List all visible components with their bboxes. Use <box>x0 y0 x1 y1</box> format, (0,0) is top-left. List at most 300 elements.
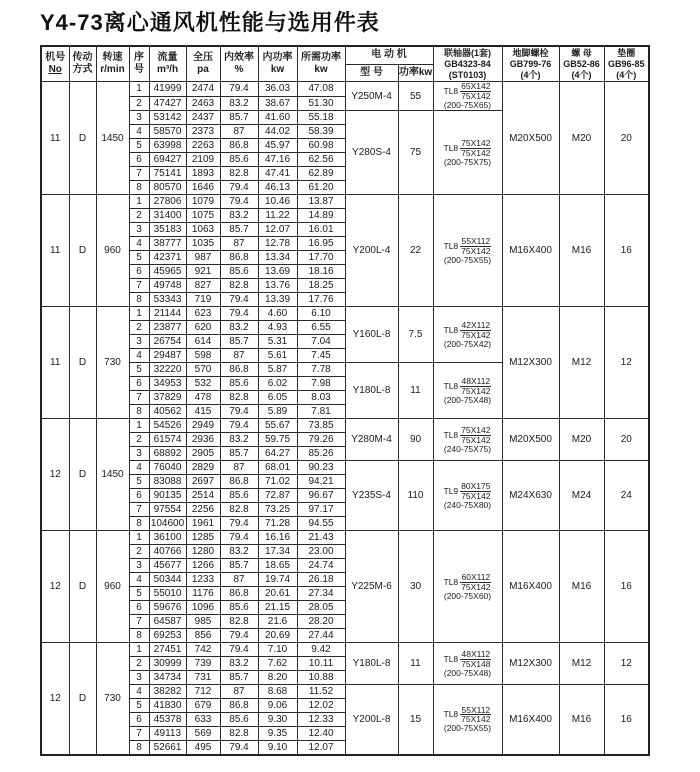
cell-efficiency: 79.4 <box>220 531 258 545</box>
cell-required-power: 17.76 <box>297 293 345 307</box>
cell-pressure: 742 <box>186 643 220 657</box>
cell-required-power: 16.01 <box>297 223 345 237</box>
cell-motor-power: 11 <box>398 643 433 685</box>
cell-flow: 31400 <box>149 209 186 223</box>
cell-efficiency: 83.2 <box>220 657 258 671</box>
cell-efficiency: 85.7 <box>220 447 258 461</box>
cell-pressure: 712 <box>186 685 220 699</box>
cell-flow: 69253 <box>149 629 186 643</box>
cell-pressure: 2463 <box>186 96 220 110</box>
cell-nut: M12 <box>559 643 604 685</box>
cell-flow: 53142 <box>149 111 186 125</box>
cell-seq: 4 <box>129 573 149 587</box>
cell-seq: 6 <box>129 489 149 503</box>
coupling-note: (200-75X42) <box>443 338 492 349</box>
cell-anchor-bolt: M16X400 <box>502 685 559 755</box>
cell-speed: 1450 <box>96 82 129 195</box>
cell-flow: 40766 <box>149 545 186 559</box>
coupling-fraction: TL8 $\frac{75X142}{75X142}$ <box>443 424 491 445</box>
cell-motor-model: Y180L-8 <box>345 363 398 419</box>
cell-pressure: 2514 <box>186 489 220 503</box>
cell-required-power: 28.20 <box>297 615 345 629</box>
table-row <box>41 643 649 657</box>
cell-flow: 27806 <box>149 195 186 209</box>
cell-efficiency: 85.6 <box>220 265 258 279</box>
cell-internal-power: 59.75 <box>258 433 297 447</box>
cell-internal-power: 41.60 <box>258 111 297 125</box>
cell-efficiency: 79.4 <box>220 629 258 643</box>
cell-flow: 38282 <box>149 685 186 699</box>
cell-seq: 6 <box>129 713 149 727</box>
cell-efficiency: 86.8 <box>220 363 258 377</box>
cell-required-power: 10.11 <box>297 657 345 671</box>
cell-pressure: 2936 <box>186 433 220 447</box>
cell-internal-power: 12.78 <box>258 237 297 251</box>
cell-pressure: 2256 <box>186 503 220 517</box>
cell-seq: 8 <box>129 629 149 643</box>
cell-efficiency: 85.6 <box>220 713 258 727</box>
cell-speed: 1450 <box>96 419 129 531</box>
cell-efficiency: 79.4 <box>220 643 258 657</box>
cell-speed: 730 <box>96 643 129 755</box>
cell-washer: 20 <box>604 419 649 461</box>
cell-pressure: 985 <box>186 615 220 629</box>
cell-internal-power: 7.62 <box>258 657 297 671</box>
cell-flow: 29487 <box>149 349 186 363</box>
cell-flow: 45677 <box>149 559 186 573</box>
cell-internal-power: 45.97 <box>258 139 297 153</box>
header-machine-no: 机号 No <box>41 46 69 82</box>
cell-pressure: 1266 <box>186 559 220 573</box>
cell-seq: 6 <box>129 377 149 391</box>
cell-flow: 34734 <box>149 671 186 685</box>
cell-pressure: 532 <box>186 377 220 391</box>
cell-washer: 20 <box>604 82 649 195</box>
header-motor-model: 型 号 <box>345 64 398 82</box>
cell-washer: 16 <box>604 195 649 307</box>
header-motor-group: 电 动 机 <box>345 46 433 64</box>
cell-pressure: 633 <box>186 713 220 727</box>
cell-pressure: 2263 <box>186 139 220 153</box>
cell-efficiency: 87 <box>220 237 258 251</box>
cell-nut: M16 <box>559 685 604 755</box>
cell-seq: 2 <box>129 321 149 335</box>
cell-required-power: 60.98 <box>297 139 345 153</box>
cell-motor-power: 90 <box>398 419 433 461</box>
cell-internal-power: 13.39 <box>258 293 297 307</box>
table-row <box>41 461 649 475</box>
cell-pressure: 679 <box>186 699 220 713</box>
table-row <box>41 531 649 545</box>
cell-efficiency: 85.7 <box>220 335 258 349</box>
cell-flow: 61574 <box>149 433 186 447</box>
cell-anchor-bolt: M12X300 <box>502 307 559 419</box>
cell-efficiency: 82.8 <box>220 503 258 517</box>
cell-flow: 23877 <box>149 321 186 335</box>
cell-internal-power: 7.10 <box>258 643 297 657</box>
coupling-note: (200-75X75) <box>443 156 492 167</box>
cell-pressure: 856 <box>186 629 220 643</box>
cell-internal-power: 55.67 <box>258 419 297 433</box>
cell-pressure: 2373 <box>186 125 220 139</box>
cell-flow: 21144 <box>149 307 186 321</box>
cell-motor-power: 30 <box>398 531 433 643</box>
cell-drive: D <box>69 307 96 419</box>
cell-required-power: 17.70 <box>297 251 345 265</box>
coupling-fraction: TL8 $\frac{75X142}{75X142}$ <box>443 137 491 158</box>
cell-nut: M16 <box>559 531 604 643</box>
cell-flow: 55010 <box>149 587 186 601</box>
cell-flow: 80570 <box>149 181 186 195</box>
cell-internal-power: 17.34 <box>258 545 297 559</box>
cell-required-power: 18.16 <box>297 265 345 279</box>
cell-pressure: 1035 <box>186 237 220 251</box>
cell-nut: M12 <box>559 307 604 419</box>
cell-anchor-bolt: M20X500 <box>502 82 559 195</box>
cell-anchor-bolt: M16X400 <box>502 195 559 307</box>
cell-nut: M24 <box>559 461 604 531</box>
cell-pressure: 2905 <box>186 447 220 461</box>
cell-seq: 4 <box>129 461 149 475</box>
cell-internal-power: 21.15 <box>258 601 297 615</box>
cell-internal-power: 5.89 <box>258 405 297 419</box>
cell-efficiency: 79.4 <box>220 82 258 96</box>
cell-required-power: 61.20 <box>297 181 345 195</box>
cell-efficiency: 85.6 <box>220 153 258 167</box>
cell-flow: 54526 <box>149 419 186 433</box>
header-coupling: 联轴器(1套) GB4323-84 (ST0103) <box>433 46 502 82</box>
cell-drive: D <box>69 195 96 307</box>
cell-efficiency: 86.8 <box>220 587 258 601</box>
cell-seq: 2 <box>129 209 149 223</box>
cell-required-power: 21.43 <box>297 531 345 545</box>
cell-efficiency: 79.4 <box>220 517 258 531</box>
cell-seq: 1 <box>129 195 149 209</box>
cell-required-power: 27.34 <box>297 587 345 601</box>
cell-efficiency: 87 <box>220 573 258 587</box>
cell-nut: M20 <box>559 419 604 461</box>
cell-flow: 69427 <box>149 153 186 167</box>
cell-required-power: 96.67 <box>297 489 345 503</box>
cell-seq: 4 <box>129 685 149 699</box>
cell-seq: 7 <box>129 615 149 629</box>
cell-internal-power: 13.34 <box>258 251 297 265</box>
cell-coupling <box>433 643 502 685</box>
cell-washer: 16 <box>604 685 649 755</box>
cell-flow: 47427 <box>149 96 186 110</box>
cell-efficiency: 87 <box>220 125 258 139</box>
cell-internal-power: 38.67 <box>258 96 297 110</box>
cell-efficiency: 85.7 <box>220 671 258 685</box>
cell-pressure: 1280 <box>186 545 220 559</box>
cell-flow: 52661 <box>149 741 186 755</box>
cell-pressure: 719 <box>186 293 220 307</box>
cell-efficiency: 86.8 <box>220 139 258 153</box>
page-title: Y4-73离心通风机性能与选用件表 <box>40 10 380 35</box>
cell-flow: 97554 <box>149 503 186 517</box>
cell-pressure: 2829 <box>186 461 220 475</box>
cell-pressure: 1063 <box>186 223 220 237</box>
cell-required-power: 85.26 <box>297 447 345 461</box>
cell-internal-power: 20.61 <box>258 587 297 601</box>
cell-seq: 1 <box>129 307 149 321</box>
cell-washer: 12 <box>604 307 649 419</box>
cell-coupling <box>433 82 502 111</box>
cell-required-power: 12.07 <box>297 741 345 755</box>
cell-seq: 4 <box>129 237 149 251</box>
cell-coupling <box>433 363 502 419</box>
header-required-power: 所需功率 kw <box>297 46 345 82</box>
fan-performance-table <box>40 45 650 756</box>
cell-seq: 7 <box>129 503 149 517</box>
cell-pressure: 598 <box>186 349 220 363</box>
cell-motor-model: Y225M-6 <box>345 531 398 643</box>
cell-flow: 59676 <box>149 601 186 615</box>
cell-internal-power: 4.93 <box>258 321 297 335</box>
cell-coupling <box>433 531 502 643</box>
cell-flow: 42371 <box>149 251 186 265</box>
cell-drive: D <box>69 82 96 195</box>
cell-efficiency: 86.8 <box>220 251 258 265</box>
cell-pressure: 495 <box>186 741 220 755</box>
cell-required-power: 73.85 <box>297 419 345 433</box>
cell-motor-model: Y200L-8 <box>345 685 398 755</box>
header-drive: 传动 方式 <box>69 46 96 82</box>
cell-seq: 7 <box>129 279 149 293</box>
header-speed: 转速 r/min <box>96 46 129 82</box>
coupling-note: (200-75X55) <box>443 723 492 734</box>
cell-seq: 6 <box>129 153 149 167</box>
cell-efficiency: 87 <box>220 685 258 699</box>
cell-internal-power: 16.16 <box>258 531 297 545</box>
cell-machine-no: 12 <box>41 531 69 643</box>
cell-coupling <box>433 195 502 307</box>
cell-internal-power: 5.31 <box>258 335 297 349</box>
cell-required-power: 51.30 <box>297 96 345 110</box>
cell-pressure: 2474 <box>186 82 220 96</box>
cell-flow: 49748 <box>149 279 186 293</box>
cell-pressure: 1893 <box>186 167 220 181</box>
coupling-note: (200-75X65) <box>443 100 492 111</box>
cell-required-power: 79.26 <box>297 433 345 447</box>
cell-coupling <box>433 307 502 363</box>
cell-flow: 41999 <box>149 82 186 96</box>
cell-motor-model: Y235S-4 <box>345 461 398 531</box>
cell-flow: 37829 <box>149 391 186 405</box>
cell-required-power: 7.78 <box>297 363 345 377</box>
cell-required-power: 58.39 <box>297 125 345 139</box>
cell-internal-power: 13.76 <box>258 279 297 293</box>
cell-required-power: 6.55 <box>297 321 345 335</box>
cell-pressure: 739 <box>186 657 220 671</box>
table-row <box>41 195 649 209</box>
cell-pressure: 1176 <box>186 587 220 601</box>
cell-flow: 41830 <box>149 699 186 713</box>
cell-efficiency: 83.2 <box>220 209 258 223</box>
coupling-fraction: TL9 $\frac{80X175}{75X142}$ <box>443 480 491 501</box>
coupling-note: (200-75X48) <box>443 394 492 405</box>
coupling-fraction: TL8 $\frac{60X112}{75X142}$ <box>443 571 491 592</box>
cell-internal-power: 9.10 <box>258 741 297 755</box>
cell-motor-power: 110 <box>398 461 433 531</box>
cell-drive: D <box>69 419 96 531</box>
cell-seq: 3 <box>129 447 149 461</box>
cell-internal-power: 9.06 <box>258 699 297 713</box>
cell-pressure: 1233 <box>186 573 220 587</box>
table-row <box>41 685 649 699</box>
cell-required-power: 14.89 <box>297 209 345 223</box>
cell-internal-power: 44.02 <box>258 125 297 139</box>
cell-seq: 5 <box>129 587 149 601</box>
cell-efficiency: 79.4 <box>220 741 258 755</box>
cell-machine-no: 11 <box>41 195 69 307</box>
cell-pressure: 827 <box>186 279 220 293</box>
cell-efficiency: 79.4 <box>220 181 258 195</box>
cell-machine-no: 12 <box>41 419 69 531</box>
cell-efficiency: 85.6 <box>220 377 258 391</box>
cell-flow: 45965 <box>149 265 186 279</box>
cell-efficiency: 82.8 <box>220 279 258 293</box>
cell-efficiency: 82.8 <box>220 727 258 741</box>
header-efficiency: 内效率 % <box>220 46 258 82</box>
cell-seq: 5 <box>129 475 149 489</box>
cell-seq: 6 <box>129 601 149 615</box>
coupling-fraction: TL8 $\frac{48X112}{75X148}$ <box>443 648 491 669</box>
cell-required-power: 24.74 <box>297 559 345 573</box>
header-internal-power: 内功率 kw <box>258 46 297 82</box>
cell-motor-model: Y180L-8 <box>345 643 398 685</box>
cell-flow: 76040 <box>149 461 186 475</box>
cell-seq: 2 <box>129 433 149 447</box>
cell-internal-power: 71.02 <box>258 475 297 489</box>
cell-motor-power: 75 <box>398 111 433 195</box>
cell-motor-power: 15 <box>398 685 433 755</box>
cell-efficiency: 85.7 <box>220 223 258 237</box>
cell-required-power: 97.17 <box>297 503 345 517</box>
cell-internal-power: 64.27 <box>258 447 297 461</box>
cell-efficiency: 79.4 <box>220 405 258 419</box>
header-flow: 流量 m³/h <box>149 46 186 82</box>
cell-coupling <box>433 461 502 531</box>
cell-internal-power: 68.01 <box>258 461 297 475</box>
coupling-note: (200-75X48) <box>443 667 492 678</box>
cell-required-power: 27.44 <box>297 629 345 643</box>
cell-internal-power: 36.03 <box>258 82 297 96</box>
cell-efficiency: 79.4 <box>220 307 258 321</box>
cell-required-power: 12.02 <box>297 699 345 713</box>
table-body <box>41 82 649 755</box>
cell-pressure: 2109 <box>186 153 220 167</box>
cell-flow: 26754 <box>149 335 186 349</box>
cell-anchor-bolt: M16X400 <box>502 531 559 643</box>
cell-efficiency: 85.6 <box>220 489 258 503</box>
cell-flow: 49113 <box>149 727 186 741</box>
cell-flow: 35183 <box>149 223 186 237</box>
coupling-note: (200-75X60) <box>443 590 492 601</box>
header-nut: 螺 母 GB52-86 (4个) <box>559 46 604 82</box>
cell-flow: 36100 <box>149 531 186 545</box>
cell-pressure: 2697 <box>186 475 220 489</box>
cell-washer: 16 <box>604 531 649 643</box>
coupling-fraction: TL8 $\frac{55X112}{75X142}$ <box>443 704 491 725</box>
cell-seq: 7 <box>129 167 149 181</box>
cell-seq: 4 <box>129 349 149 363</box>
cell-drive: D <box>69 643 96 755</box>
cell-internal-power: 8.68 <box>258 685 297 699</box>
header-anchor-bolt: 地脚螺栓 GB799-76 (4个) <box>502 46 559 82</box>
cell-pressure: 614 <box>186 335 220 349</box>
cell-internal-power: 11.22 <box>258 209 297 223</box>
cell-efficiency: 85.7 <box>220 559 258 573</box>
cell-seq: 3 <box>129 671 149 685</box>
cell-pressure: 1961 <box>186 517 220 531</box>
cell-efficiency: 79.4 <box>220 293 258 307</box>
cell-pressure: 478 <box>186 391 220 405</box>
cell-seq: 3 <box>129 223 149 237</box>
cell-required-power: 7.98 <box>297 377 345 391</box>
cell-required-power: 94.55 <box>297 517 345 531</box>
cell-efficiency: 82.8 <box>220 167 258 181</box>
coupling-note: (200-75X55) <box>443 254 492 265</box>
cell-required-power: 55.18 <box>297 111 345 125</box>
cell-anchor-bolt: M12X300 <box>502 643 559 685</box>
cell-coupling <box>433 111 502 195</box>
cell-internal-power: 10.46 <box>258 195 297 209</box>
cell-flow: 53343 <box>149 293 186 307</box>
cell-washer: 12 <box>604 643 649 685</box>
cell-internal-power: 8.20 <box>258 671 297 685</box>
cell-pressure: 921 <box>186 265 220 279</box>
cell-pressure: 1075 <box>186 209 220 223</box>
cell-internal-power: 20.69 <box>258 629 297 643</box>
cell-flow: 32220 <box>149 363 186 377</box>
cell-internal-power: 13.69 <box>258 265 297 279</box>
cell-seq: 8 <box>129 741 149 755</box>
cell-required-power: 8.03 <box>297 391 345 405</box>
cell-efficiency: 86.8 <box>220 475 258 489</box>
cell-required-power: 9.42 <box>297 643 345 657</box>
cell-motor-power: 55 <box>398 82 433 111</box>
cell-motor-power: 22 <box>398 195 433 307</box>
cell-machine-no: 12 <box>41 643 69 755</box>
cell-required-power: 62.89 <box>297 167 345 181</box>
cell-required-power: 90.23 <box>297 461 345 475</box>
coupling-note: (240-75X75) <box>443 443 492 454</box>
cell-efficiency: 83.2 <box>220 545 258 559</box>
cell-internal-power: 47.41 <box>258 167 297 181</box>
cell-pressure: 987 <box>186 251 220 265</box>
cell-flow: 64587 <box>149 615 186 629</box>
cell-flow: 27451 <box>149 643 186 657</box>
cell-internal-power: 5.61 <box>258 349 297 363</box>
cell-required-power: 7.45 <box>297 349 345 363</box>
cell-speed: 960 <box>96 531 129 643</box>
table-header <box>41 46 649 82</box>
cell-seq: 8 <box>129 405 149 419</box>
cell-flow: 75141 <box>149 167 186 181</box>
cell-seq: 3 <box>129 335 149 349</box>
cell-seq: 6 <box>129 265 149 279</box>
cell-pressure: 1646 <box>186 181 220 195</box>
cell-efficiency: 82.8 <box>220 615 258 629</box>
header-seq: 序 号 <box>129 46 149 82</box>
cell-seq: 2 <box>129 657 149 671</box>
cell-flow: 83088 <box>149 475 186 489</box>
cell-pressure: 1079 <box>186 195 220 209</box>
cell-pressure: 620 <box>186 321 220 335</box>
header-motor-power: 功率kw <box>398 64 433 82</box>
cell-internal-power: 72.87 <box>258 489 297 503</box>
